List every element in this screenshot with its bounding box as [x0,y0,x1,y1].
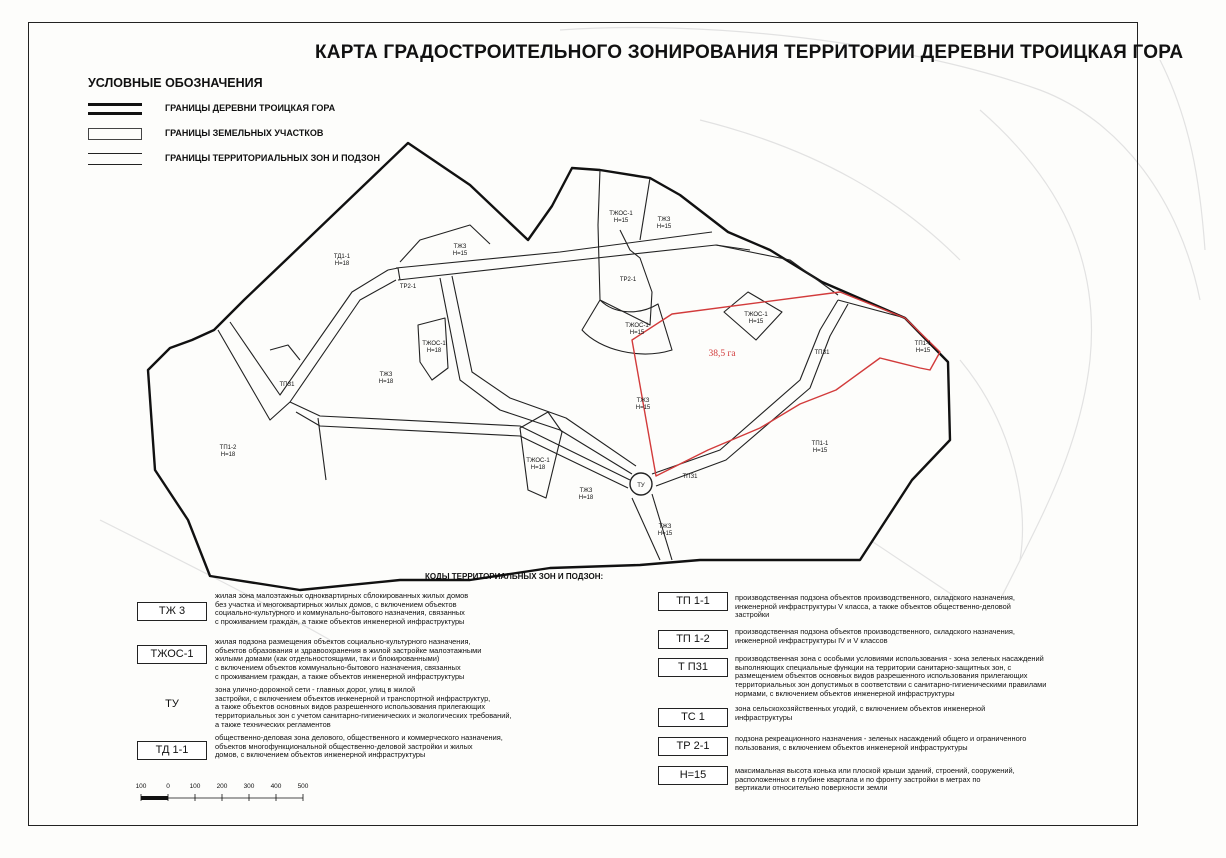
code-desc: жилая зона малоэтажных одноквартирных сблокированных жилых домов без участка и многоквартирных жилых домов, с включением объектов социально-культурного и коммунально-бытового назначения, связанных с проживанием граждан, а также объектов инженерной инфраструктуры [215,591,469,627]
zone-label: ТПЗ1 [279,382,295,388]
zone-label: ТП1-2 [219,445,237,451]
code-tzh3: ТЖ 3 [137,602,207,621]
zone-height: Н=18 [334,261,350,267]
zone-label: ТЖЗ [636,398,650,404]
zone-height: Н=15 [635,405,651,411]
legend-label: ГРАНИЦЫ ТЕРРИТОРИАЛЬНЫХ ЗОН И ПОДЗОН [165,153,380,163]
zone-label: ТЖЗ [579,488,593,494]
zone-label: ТЖОС-1 [625,323,649,329]
zone-label: ТЖЗ [379,372,393,378]
zone-height: Н=18 [578,495,594,501]
zone-label: ТЖОС-1 [526,458,550,464]
legend-title: УСЛОВНЫЕ ОБОЗНАЧЕНИЯ [88,76,263,90]
code-desc: производственная подзона объектов производственного, складского назначения, инженерной инфраструктуры IV и V классов [735,627,1015,645]
scale-tick-label: 100 [135,783,147,790]
zone-height: Н=15 [656,224,672,230]
zone-label: ТР2-1 [619,277,637,283]
zone-height: Н=18 [220,452,236,458]
scale-tick-label: 200 [216,783,228,790]
code-desc: производственная подзона объектов производственного, складского назначения, инженерной инфраструктуры V класса, а также объектов общественно-деловой застройки [735,593,1015,620]
zone-height: Н=15 [812,448,828,454]
code-ts1: ТС 1 [658,708,728,727]
zone-height: Н=15 [915,348,931,354]
zone-label: ТЖЗ [657,217,671,223]
scale-tick-label: 300 [243,783,255,790]
code-td11: ТД 1-1 [137,741,207,760]
legend-label: ГРАНИЦЫ ЗЕМЕЛЬНЫХ УЧАСТКОВ [165,128,324,138]
code-tr21: ТР 2-1 [658,737,728,756]
zone-label: ТЖОС-1 [422,341,446,347]
zone-label: ТУ [637,483,645,489]
zone-label: ТПЗ1 [814,350,830,356]
code-desc: общественно-деловая зона делового, общественного и коммерческого назначения, объектов многофункциональной общественно-деловой застройки и жилых домов, с включением объектов инженерной инфраструктуры [215,733,503,760]
zone-height: Н=15 [629,330,645,336]
zone-label: ТД1-1 [333,254,351,260]
zone-height: Н=18 [426,348,442,354]
zone-height: Н=18 [530,465,546,471]
zone-height: Н=15 [613,218,629,224]
code-desc: максимальная высота конька или плоской крыши зданий, строений, сооружений, расположенных в глубине квартала и по фронту застройки в метрах по вертикали относительно поверхности земли [735,766,1015,793]
zone-label: ТП1-1 [914,341,932,347]
code-tp31: Т П31 [658,658,728,677]
scale-tick-label: 0 [166,783,170,790]
code-tu: ТУ [165,698,179,710]
zone-label: ТЖОС-1 [609,211,633,217]
code-desc: зона улично-дорожной сети - главных дорог, улиц в жилой застройки, с включением объектов инженерной и транспортной инфраструктур, а также объектов основных видов разрешенного использования прилегающих территориальных зон с учетом санитарно-гигиенических и экологических требований, а также технических регламентов [215,685,512,729]
scale-tick-label: 100 [189,783,201,790]
code-desc: зона сельскохозяйственных угодий, с включением объектов инженерной инфраструктуры [735,704,986,722]
zone-label: ТП1-1 [811,441,829,447]
zone-label: ТЖЗ [658,524,672,530]
zone-height: Н=15 [657,531,673,537]
zone-height: Н=15 [452,251,468,257]
codes-title: КОДЫ ТЕРРИТОРИАЛЬНЫХ ЗОН И ПОДЗОН: [425,572,604,581]
zone-label: ТЖЗ [453,244,467,250]
code-tp12: ТП 1-2 [658,630,728,649]
scale-tick-label: 500 [297,783,309,790]
code-desc: производственная зона с особыми условиями использования - зона зеленых насаждений выполняющих специальные функции на территории санитарно-защитных зон, с размещением объектов основных видов разрешенного использования прилегающих территориальных зон допустимых в соответствии с санитарно-гигиеническими правилами нормами, с включением объектов инженерной инфраструктуры [735,654,1047,698]
zone-height: Н=15 [748,319,764,325]
code-h15: Н=15 [658,766,728,785]
code-tp11: ТП 1-1 [658,592,728,611]
zone-label: ТР2-1 [399,284,417,290]
zone-label: ТПЗ1 [682,474,698,480]
zone-height: Н=18 [378,379,394,385]
area-label: 38,5 га [708,349,736,359]
scale-tick-label: 400 [270,783,282,790]
code-tzhos1: ТЖОС-1 [137,645,207,664]
code-desc: подзона рекреационного назначения - зеленых насаждений общего и ограниченного пользования, с включением объектов инженерной инфраструктуры [735,734,1027,752]
code-desc: жилая подзона размещения объектов социально-культурного назначения, объектов образования и здравоохранения в жилой застройке малоэтажными жилыми домами (как отдельностоящими, так и блокированными) с включением объектов коммунально-бытового назначения, связанных с проживанием граждан, а также объектов инженерной инфраструктуры [215,637,482,681]
legend-label: ГРАНИЦЫ ДЕРЕВНИ ТРОИЦКАЯ ГОРА [165,103,336,113]
zone-label: ТЖОС-1 [744,312,768,318]
map-title: КАРТА ГРАДОСТРОИТЕЛЬНОГО ЗОНИРОВАНИЯ ТЕРРИТОРИИ ДЕРЕВНИ ТРОИЦКАЯ ГОРА [315,42,1184,63]
